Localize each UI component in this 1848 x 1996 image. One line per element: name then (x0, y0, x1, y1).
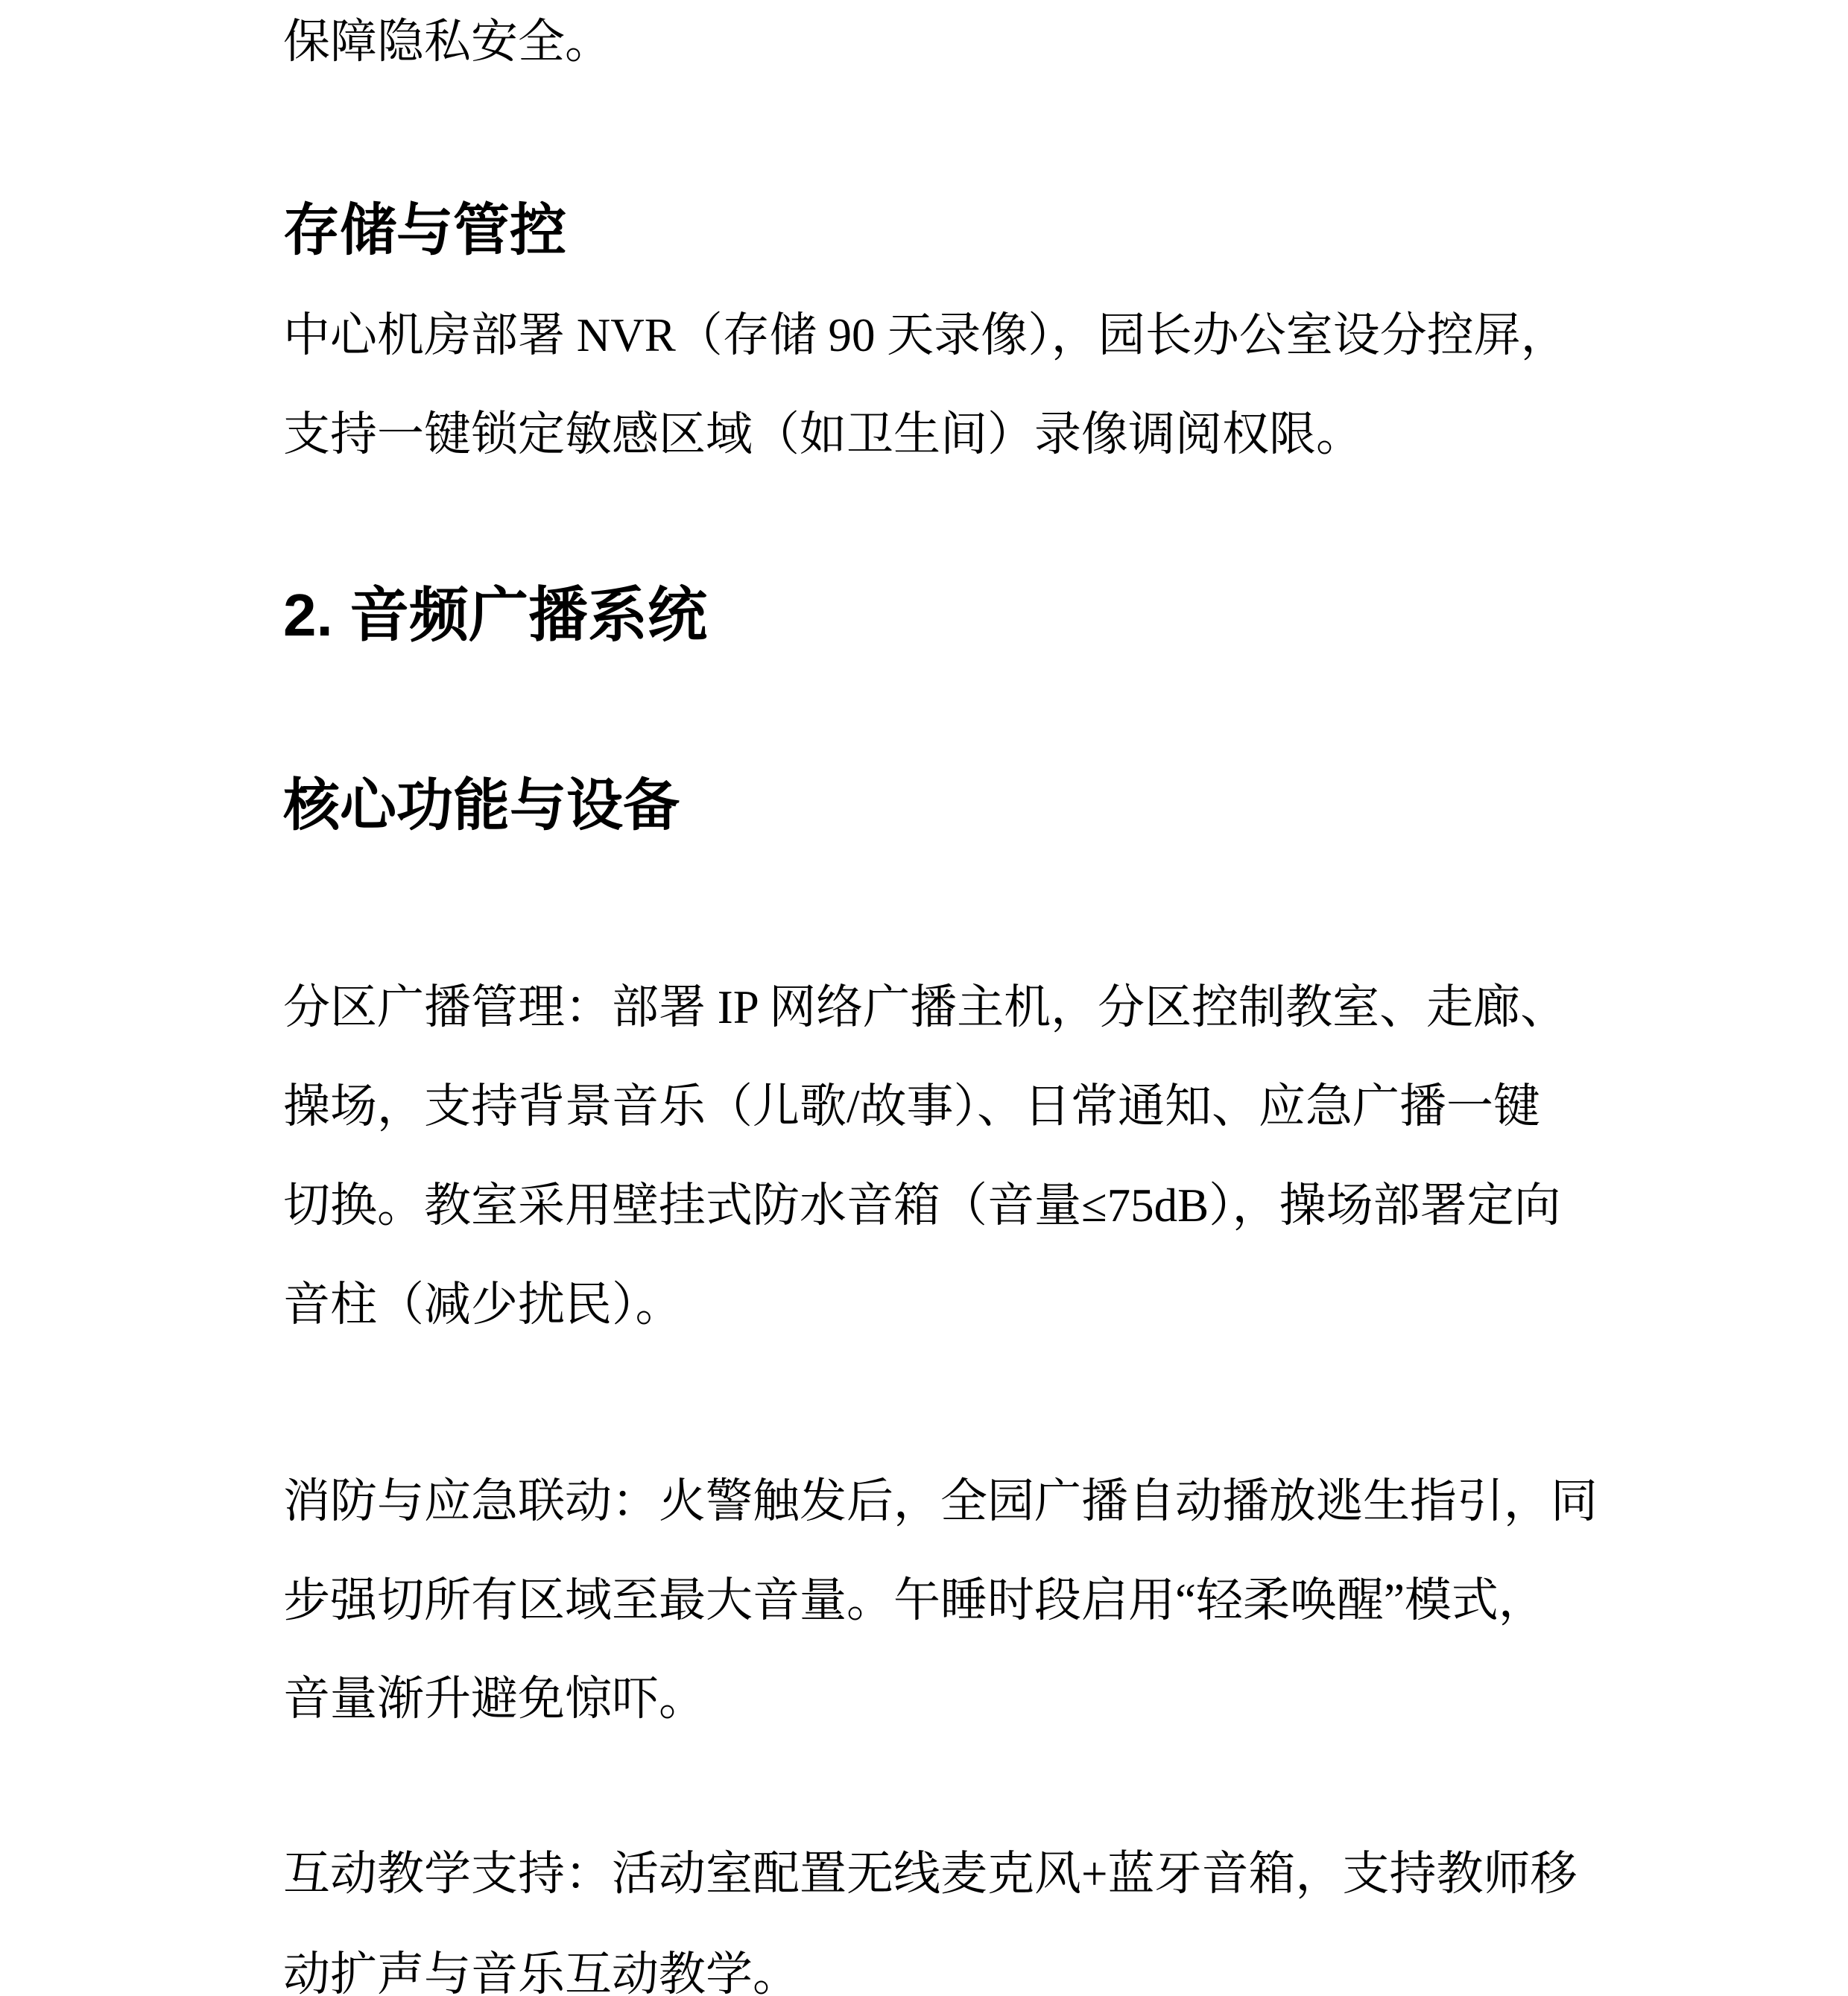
paragraph-storage-line: 支持一键锁定敏感区域（如卫生间）录像调阅权限。 (283, 408, 1363, 460)
paragraph-fire-emergency-line: 步强切所有区域至最大音量。午睡时段启用“轻柔唤醒”模式， (283, 1574, 1545, 1626)
paragraph-interactive-teaching-line: 动扩声与音乐互动教学。 (283, 1948, 800, 1996)
paragraph-storage-line: 中心机房部署 NVR（存储 90 天录像），园长办公室设分控屏， (283, 309, 1568, 361)
paragraph-privacy-continuation-line: 保障隐私安全。 (283, 16, 612, 68)
heading-audio-broadcast-system: 2. 音频广播系统 (283, 582, 707, 648)
paragraph-fire-emergency-line: 消防与应急联动：火警触发后，全园广播自动播放逃生指引，同 (283, 1475, 1598, 1527)
paragraph-zone-broadcast-line: 切换。教室采用壁挂式防水音箱（音量≤75dB），操场部署定向 (283, 1179, 1561, 1232)
paragraph-zone-broadcast-line: 操场，支持背景音乐（儿歌/故事）、日常通知、应急广播一键 (283, 1080, 1541, 1132)
paragraph-interactive-teaching-line: 互动教学支持：活动室配置无线麦克风+蓝牙音箱，支持教师移 (283, 1848, 1578, 1900)
paragraph-zone-broadcast-line: 音柱（减少扰民）。 (283, 1279, 683, 1331)
paragraph-fire-emergency-line: 音量渐升避免惊吓。 (283, 1673, 706, 1725)
paragraph-zone-broadcast-line: 分区广播管理：部署 IP 网络广播主机，分区控制教室、走廊、 (283, 981, 1568, 1033)
heading-storage-and-control: 存储与管控 (283, 200, 566, 262)
heading-core-functions-equipment: 核心功能与设备 (283, 775, 680, 837)
